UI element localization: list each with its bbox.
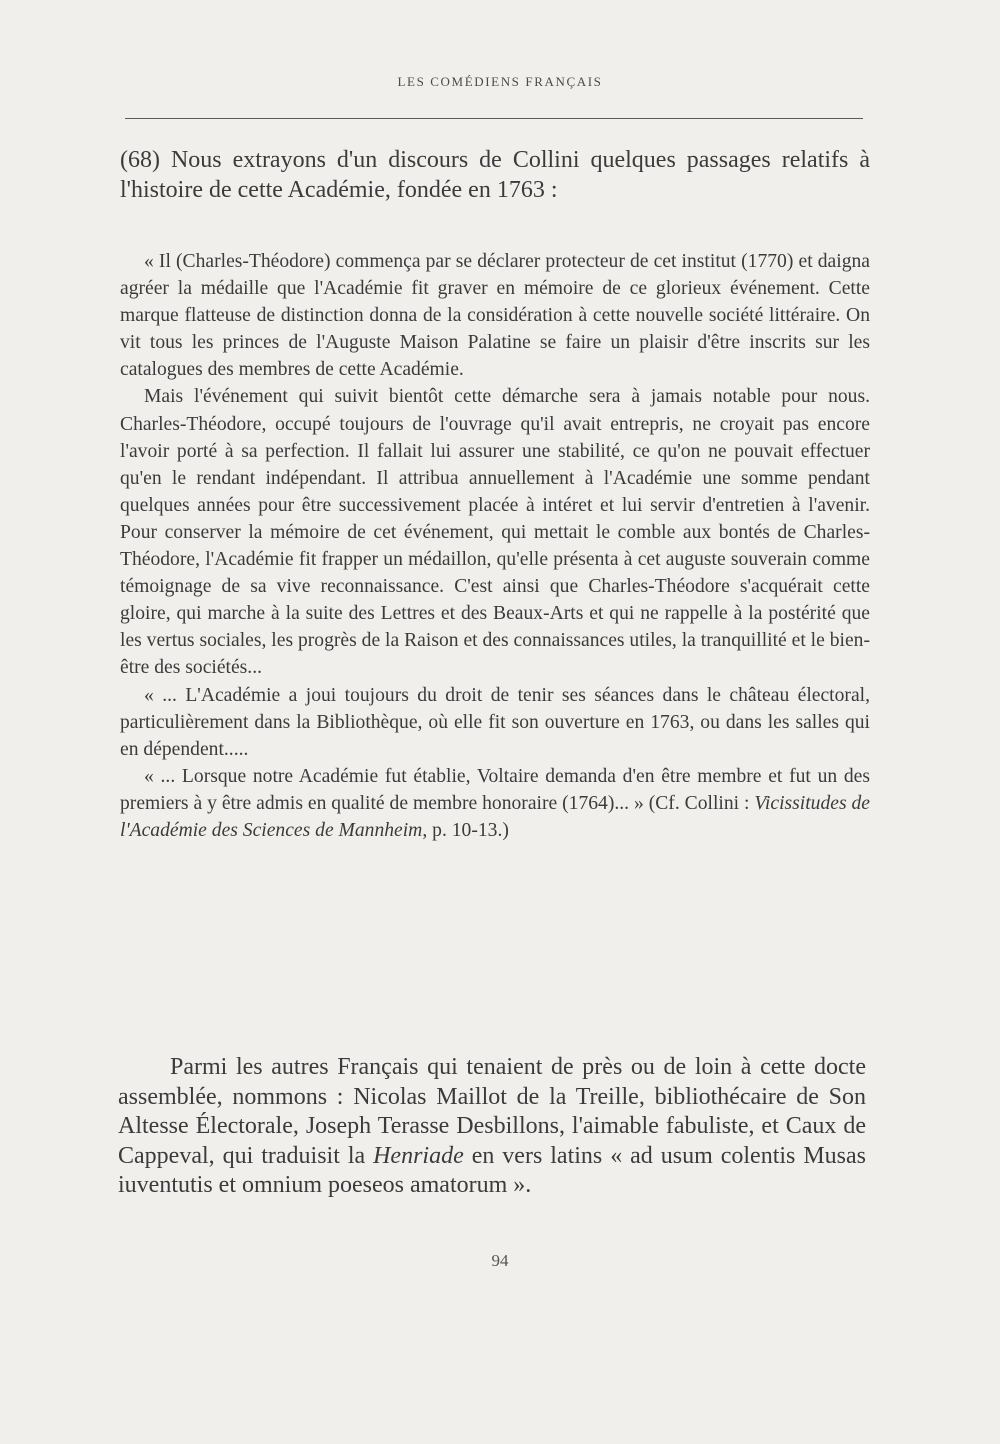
quote-paragraph-3: « ... L'Académie a joui toujours du droit de tenir ses séances dans le château électoral, particulièrement dans la Bibliothèque, où elle fit son ouverture en 1763, ou dans les salles qui en dépendent..... bbox=[120, 684, 870, 760]
quoted-passage bbox=[120, 248, 870, 844]
cited-title: Vicissitudes de l'Académie des Sciences de Mannheim bbox=[120, 792, 871, 841]
quote-4-text: « ... Lorsque notre Académie fut établie, Voltaire demanda d'en être membre et fut un des premiers à y être admis en qualité de membre honoraire (1764)... » (Cf. Collini : bbox=[120, 765, 870, 814]
henriade-title: Henriade bbox=[373, 1142, 464, 1169]
quote-paragraph-4 bbox=[120, 763, 870, 844]
header-rule bbox=[125, 118, 863, 119]
footnote-intro: (68) Nous extrayons d'un discours de Collini quelques passages relatifs à l'histoire de cette Académie, fondée en 1763 : bbox=[120, 147, 870, 203]
main-paragraph bbox=[118, 1053, 866, 1201]
body-paragraph bbox=[118, 1053, 866, 1201]
citation-pages: , p. 10-13.) bbox=[422, 819, 509, 841]
body-text-end: en vers latins « ad usum colentis Musas iuventutis et omnium poeseos amatorum ». bbox=[118, 1142, 866, 1199]
running-head: LES COMÉDIENS FRANÇAIS bbox=[397, 74, 603, 89]
quote-paragraph-2: Mais l'événement qui suivit bientôt cette démarche sera à jamais notable pour nous. Charles-Théodore, occupé toujours de l'ouvrage qu'il avait entrepris, ne croyait pas encore l'avoir porté à sa perfection. Il fallait lui assurer une stabilité, ce qu'on ne pouvait effectuer qu'en le rendant indépendant. Il attribua annuellement à l'Académie une somme pendant quelques années pour être successivement placée à intéret et lui servir d'entretien à l'avenir. Pour conserver la mémoire de cet événement, qui mettait le comble aux bontés de Charles-Théodore, l'Académie fit frapper un médaillon, qu'elle présenta à cet auguste souverain comme témoignage de sa vive reconnaissance. C'est ainsi que Charles-Théodore s'acquérait cette gloire, qui marche à la suite des Lettres et des Beaux-Arts et qui ne rappelle à la postérité que les vertus sociales, les progrès de la Raison et des connaissances utiles, la tranquillité et le bien-être des sociétés... bbox=[120, 386, 870, 679]
page-number: 94 bbox=[491, 1251, 509, 1270]
quote-paragraph-1: « Il (Charles-Théodore) commença par se déclarer protecteur de cet institut (1770) et daigna agréer la médaille que l'Académie fit graver en mémoire de ce glorieux événement. Cette marque flatteuse de distinction donna de la considération à cette nouvelle société littéraire. On vit tous les princes de l'Auguste Maison Palatine se faire un plaisir d'être inscrits sur les catalogues des membres de cette Académie. bbox=[120, 251, 870, 381]
body-text-start: Parmi les autres Français qui tenaient de près ou de loin à cette docte assemblée, nommons : Nicolas Maillot de la Treille, bibliothécaire de Son Altesse Électorale, Joseph Terasse Desbillons, l'aimable fabuliste, et Caux de Cappeval, qui traduisit la bbox=[118, 1054, 866, 1169]
